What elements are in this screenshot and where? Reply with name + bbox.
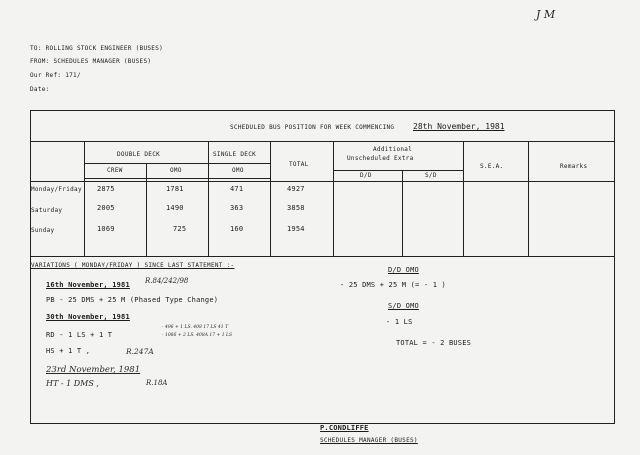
cell-total: 4927 [287,185,305,193]
row-day: Monday/Friday [31,186,82,193]
cell-single: 160 [230,225,244,233]
header-sea: S.E.A. [480,163,504,170]
header-additional: Additional [373,146,413,153]
cell-omo: 725 [173,225,187,233]
memo-to: TO: ROLLING STOCK ENGINEER (BUSES) [30,45,164,52]
variation-line-3: HT - 1 DMS , [46,379,99,388]
sd-omo-line: - 1 LS [386,318,413,326]
week-date: 28th November, 1981 [413,122,505,131]
header-omo-single: OMO [232,167,244,174]
variation-date-3: 23rd November, 1981 [46,365,141,375]
variation-line-2a: RD - 1 LS + 1 T [46,331,113,339]
handwritten-note-3: R.18A [146,379,168,387]
row-day: Sunday [31,227,55,234]
cell-crew: 2875 [97,185,115,193]
total-line: TOTAL = - 2 BUSES [396,339,472,347]
handwritten-note-2c: R.247A [126,347,154,356]
variations-heading: VARIATIONS ( MONDAY/FRIDAY ) SINCE LAST STATEMENT :- [31,262,235,269]
cell-single: 471 [230,185,244,193]
memo-ref: Our Ref: 171/ [30,72,81,79]
handwritten-initials: J M [536,8,556,21]
header-total: TOTAL [289,161,309,168]
handwritten-note-2b: - 1066 + 2 LS. 408A 17 + 1 LS [162,333,233,338]
signatory-title: SCHEDULES MANAGER (BUSES) [320,437,418,444]
variation-date-1: 16th November, 1981 [46,281,130,289]
cell-omo: 1781 [166,185,184,193]
memo-from: FROM: SCHEDULES MANAGER (BUSES) [30,58,152,65]
handwritten-ref-1: R.84/242/98 [145,277,189,285]
sd-omo-label: S/D OMO [388,302,419,310]
cell-crew: 1069 [97,225,115,233]
table-title: SCHEDULED BUS POSITION FOR WEEK COMMENCING [230,124,395,131]
cell-total: 1954 [287,225,305,233]
signatory-name: P.CONDLIFFE [320,424,369,432]
cell-total: 3858 [287,204,305,212]
header-dd: D/D [360,172,372,179]
header-remarks: Remarks [560,163,588,170]
variation-line-1: PB - 25 DMS + 25 M (Phased Type Change) [46,296,219,304]
header-single-deck: SINGLE DECK [213,151,257,158]
header-omo: OMO [170,167,182,174]
header-unscheduled: Unscheduled Extra [347,155,414,162]
header-double-deck: DOUBLE DECK [117,151,161,158]
header-sd: S/D [425,172,437,179]
variation-date-2: 30th November, 1981 [46,313,130,321]
cell-single: 363 [230,204,244,212]
memo-date: Date: [30,86,50,93]
variation-line-2b: HS + 1 T , [46,347,91,355]
dd-omo-line: - 25 DMS + 25 M (= - 1 ) [340,281,446,289]
cell-omo: 1490 [166,204,184,212]
row-day: Saturday [31,207,63,214]
header-crew: CREW [107,167,123,174]
handwritten-note-2a: - 496 + 1 LS. 408 17 LS 41 T [162,325,229,330]
dd-omo-label: D/D OMO [388,266,419,274]
cell-crew: 2005 [97,204,115,212]
